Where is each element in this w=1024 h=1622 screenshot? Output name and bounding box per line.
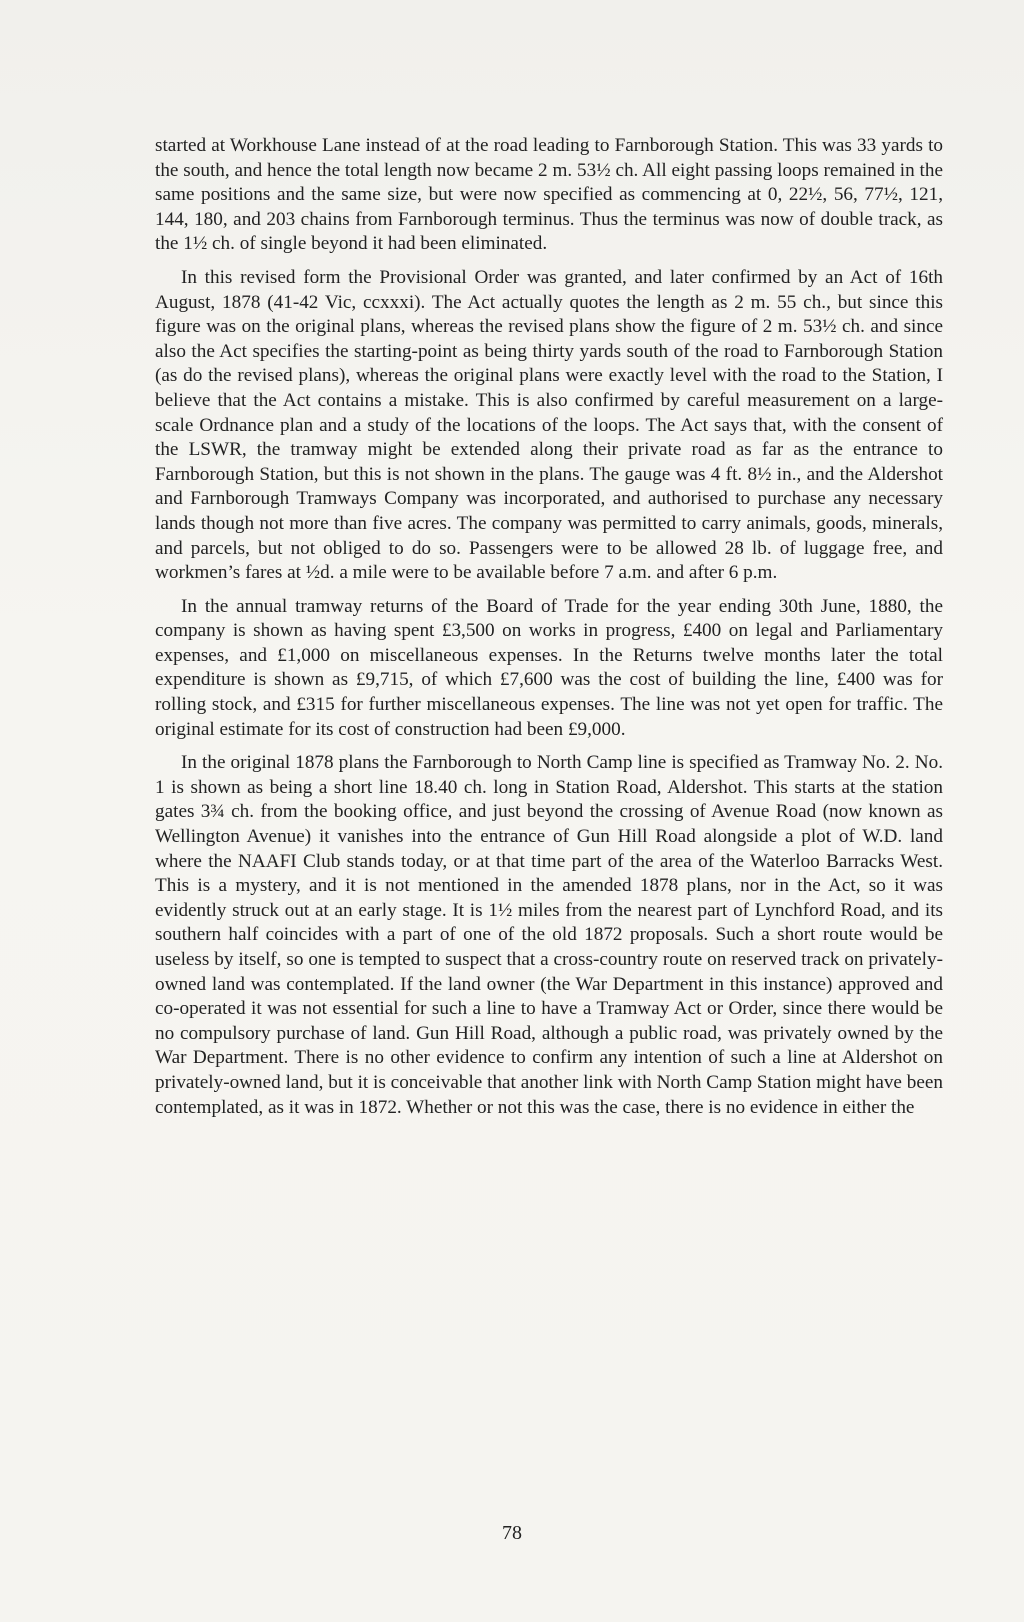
body-text	[155, 134, 943, 1129]
paragraph: In the original 1878 plans the Farnborough to North Camp line is specified as Tramway No. 2. No. 1 is shown as being a short line 18.40 ch. long in Station Road, Aldershot. This starts at the station gates 3¾ ch. from the booking office, and just beyond the crossing of Avenue Road (now known as Wellington Avenue) it vanishes into the entrance of Gun Hill Road alongside a plot of W.D. land where the NAAFI Club stands today, or at that time part of the area of the Waterloo Barracks West. This is a mystery, and it is not mentioned in the amended 1878 plans, nor in the Act, so it was evidently struck out at an early stage. It is 1½ miles from the nearest part of Lynchford Road, and its southern half coincides with a part of one of the old 1872 proposals. Such a short route would be useless by itself, so one is tempted to suspect that a cross-country route on reserved track on privately-owned land was contemplated. If the land owner (the War Department in this instance) approved and co-operated it was not essential for such a line to have a Tramway Act or Order, since there would be no compulsory purchase of land. Gun Hill Road, although a public road, was privately owned by the War Department. There is no other evidence to confirm any intention of such a line at Aldershot on privately-owned land, but it is conceivable that another link with North Camp Station might have been contemplated, as it was in 1872. Whether or not this was the case, there is no evidence in either the	[155, 752, 943, 1118]
page-number: 78	[502, 1522, 522, 1544]
paragraph: started at Workhouse Lane instead of at the road leading to Farnborough Station. This was 33 yards to the south, and hence the total length now became 2 m. 53½ ch. All eight passing loops remained in the same positions and the same size, but were now specified as commencing at 0, 22½, 56, 77½, 121, 144, 180, and 203 chains from Farnborough terminus. Thus the terminus was now of double track, as the 1½ ch. of single beyond it had been eliminated.	[155, 135, 943, 255]
paragraph: In the annual tramway returns of the Board of Trade for the year ending 30th June, 1880, the company is shown as having spent £3,500 on works in progress, £400 on legal and Parliamentary expenses, and £1,000 on miscellaneous expenses. In the Returns twelve months later the total expenditure is shown as £9,715, of which £7,600 was the cost of building the line, £400 was for rolling stock, and £315 for further miscellaneous expenses. The line was not yet open for traffic. The original estimate for its cost of construction had been £9,000.	[155, 595, 943, 740]
paragraph: In this revised form the Provisional Order was granted, and later confirmed by an Act of 16th August, 1878 (41-42 Vic, ccxxxi). The Act actually quotes the length as 2 m. 55 ch., but since this figure was on the original plans, whereas the revised plans show the figure of 2 m. 53½ ch. and since also the Act specifies the starting-point as being thirty yards south of the road to Farnborough Station (as do the revised plans), whereas the original plans were exactly level with the road to the Station, I believe that the Act contains a mistake. This is also confirmed by careful measurement on a large-scale Ordnance plan and a study of the locations of the loops. The Act says that, with the consent of the LSWR, the tramway might be extended along their private road as far as the entrance to Farnborough Station, but this is not shown in the plans. The gauge was 4 ft. 8½ in., and the Aldershot and Farnborough Tramways Company was incorporated, and authorised to purchase any necessary lands though not more than five acres. The company was permitted to carry animals, goods, minerals, and parcels, but not obliged to do so. Passengers were to be allowed 28 lb. of luggage free, and workmen’s fares at ½d. a mile were to be available before 7 a.m. and after 6 p.m.	[155, 266, 943, 584]
